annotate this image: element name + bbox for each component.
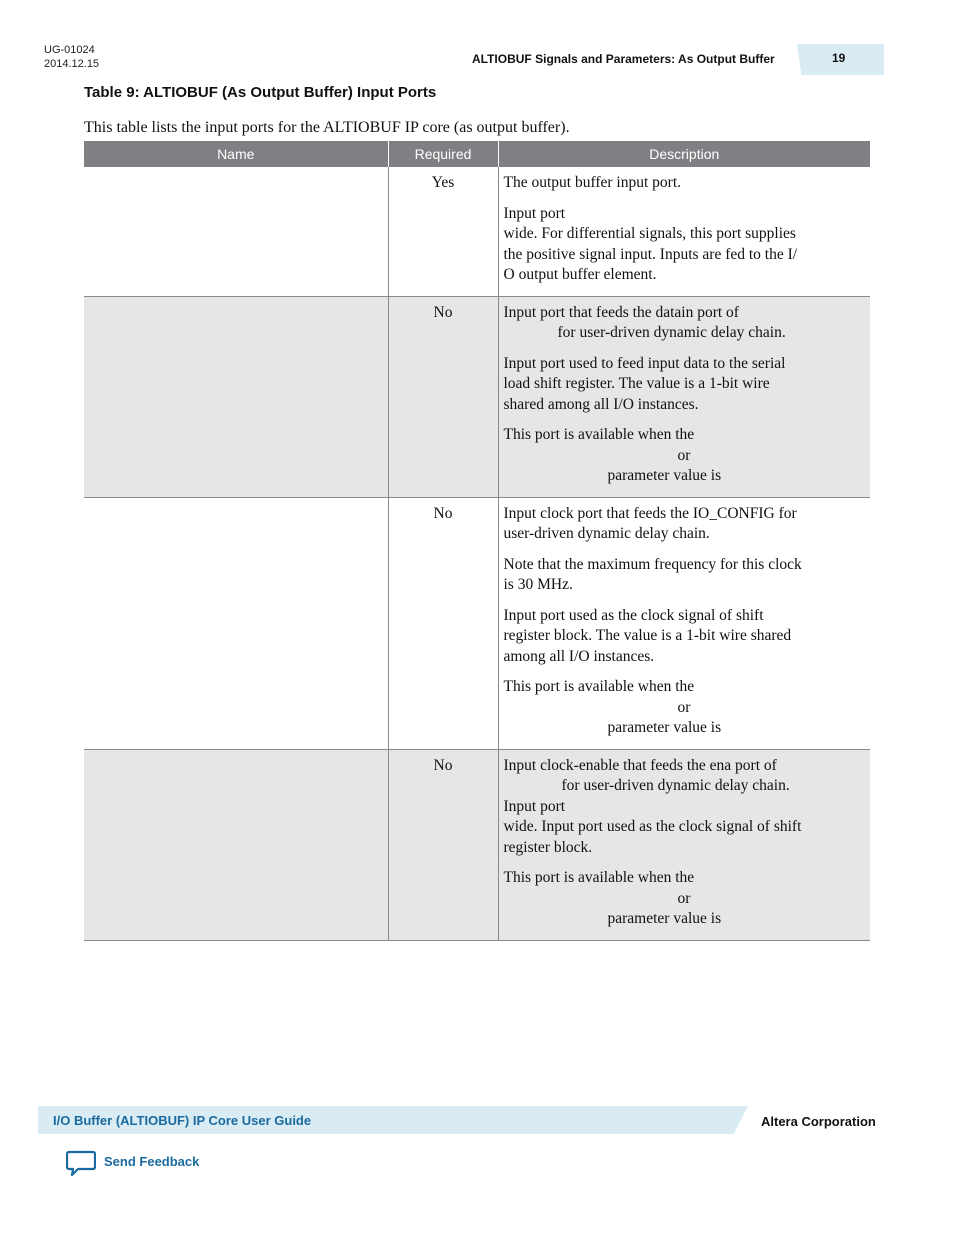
description-line: Input port that feeds the datain port of xyxy=(503,303,739,321)
column-header-description: Description xyxy=(498,141,870,167)
port-name-cell xyxy=(84,749,388,940)
description-line: or xyxy=(677,698,691,716)
table-row xyxy=(84,749,870,940)
description-paragraph xyxy=(504,354,841,416)
column-header-name: Name xyxy=(84,141,388,167)
running-header-title: ALTIOBUF Signals and Parameters: As Output Buffer xyxy=(472,52,775,66)
description-cell xyxy=(498,749,870,940)
document-date: 2014.12.15 xyxy=(44,58,100,70)
description-line: Input clock port that feeds the IO_CONFIG for xyxy=(503,504,797,522)
table-caption: Table 9: ALTIOBUF (As Output Buffer) Input Ports xyxy=(84,84,437,101)
description-line: parameter value is xyxy=(607,719,722,736)
description-line: Input port used to feed input data to the serial xyxy=(503,354,786,372)
table-header-row xyxy=(84,141,870,167)
description-paragraph xyxy=(504,868,841,930)
footer-company: Altera Corporation xyxy=(761,1114,876,1129)
description-line: The output buffer input port. xyxy=(503,174,682,191)
description-cell xyxy=(498,167,870,296)
description-line: This port is available when the xyxy=(503,426,695,443)
table-row xyxy=(84,497,870,749)
description-line: parameter value is xyxy=(607,910,722,927)
document-id-block xyxy=(44,43,99,71)
description-paragraph xyxy=(504,173,841,194)
description-line: for user-driven dynamic delay chain. xyxy=(561,777,790,794)
description-line: wide. For differential signals, this port supplies xyxy=(503,225,796,242)
description-paragraph xyxy=(504,677,841,739)
description-line: Input port xyxy=(503,797,566,815)
description-line: Input port used as the clock signal of shift xyxy=(503,606,764,624)
description-line: This port is available when the xyxy=(503,678,695,695)
description-line: parameter value is xyxy=(607,467,722,484)
port-name-cell xyxy=(84,497,388,749)
description-line: or xyxy=(677,446,691,464)
description-line: among all I/O instances. xyxy=(503,647,655,665)
description-line: This port is available when the xyxy=(503,869,695,886)
port-name-cell xyxy=(84,296,388,497)
description-cell xyxy=(498,497,870,749)
description-line: load shift register. The value is a 1-bit wire xyxy=(503,375,770,392)
send-feedback-link[interactable]: Send Feedback xyxy=(104,1154,200,1169)
description-line: Note that the maximum frequency for this clock xyxy=(503,555,802,573)
description-line: wide. Input port used as the clock signal of shift xyxy=(503,818,802,835)
description-line: shared among all I/O instances. xyxy=(503,395,699,413)
document-id: UG-01024 xyxy=(44,44,95,56)
required-cell: Yes xyxy=(388,167,498,296)
description-paragraph xyxy=(504,606,841,668)
description-paragraph xyxy=(504,756,841,859)
table-row xyxy=(84,167,870,296)
description-line: O output buffer element. xyxy=(503,266,657,283)
description-line: register block. xyxy=(503,838,593,856)
description-paragraph xyxy=(504,303,841,344)
description-line: or xyxy=(677,889,691,907)
footer-guide-title: I/O Buffer (ALTIOBUF) IP Core User Guide xyxy=(53,1113,312,1128)
description-line: Input port xyxy=(503,204,566,222)
page-number: 19 xyxy=(832,51,846,65)
description-line: is 30 MHz. xyxy=(503,576,573,593)
description-line: register block. The value is a 1-bit wire shared xyxy=(503,627,792,644)
required-cell: No xyxy=(388,296,498,497)
column-header-required: Required xyxy=(388,141,498,167)
intro-paragraph: This table lists the input ports for the ALTIOBUF IP core (as output buffer). xyxy=(84,119,570,136)
description-line: for user-driven dynamic delay chain. xyxy=(557,324,786,341)
description-line: the positive signal input. Inputs are fed to the I/ xyxy=(503,245,798,263)
description-paragraph xyxy=(504,204,841,286)
required-cell: No xyxy=(388,497,498,749)
required-cell: No xyxy=(388,749,498,940)
description-line: user-driven dynamic delay chain. xyxy=(503,525,710,542)
table-row xyxy=(84,296,870,497)
description-paragraph xyxy=(504,425,841,487)
description-cell xyxy=(498,296,870,497)
input-ports-table xyxy=(84,141,870,941)
speech-bubble-icon[interactable] xyxy=(66,1150,96,1177)
description-line: Input clock-enable that feeds the ena port of xyxy=(503,756,777,774)
description-paragraph xyxy=(504,555,841,596)
port-name-cell xyxy=(84,167,388,296)
description-paragraph xyxy=(504,504,841,545)
